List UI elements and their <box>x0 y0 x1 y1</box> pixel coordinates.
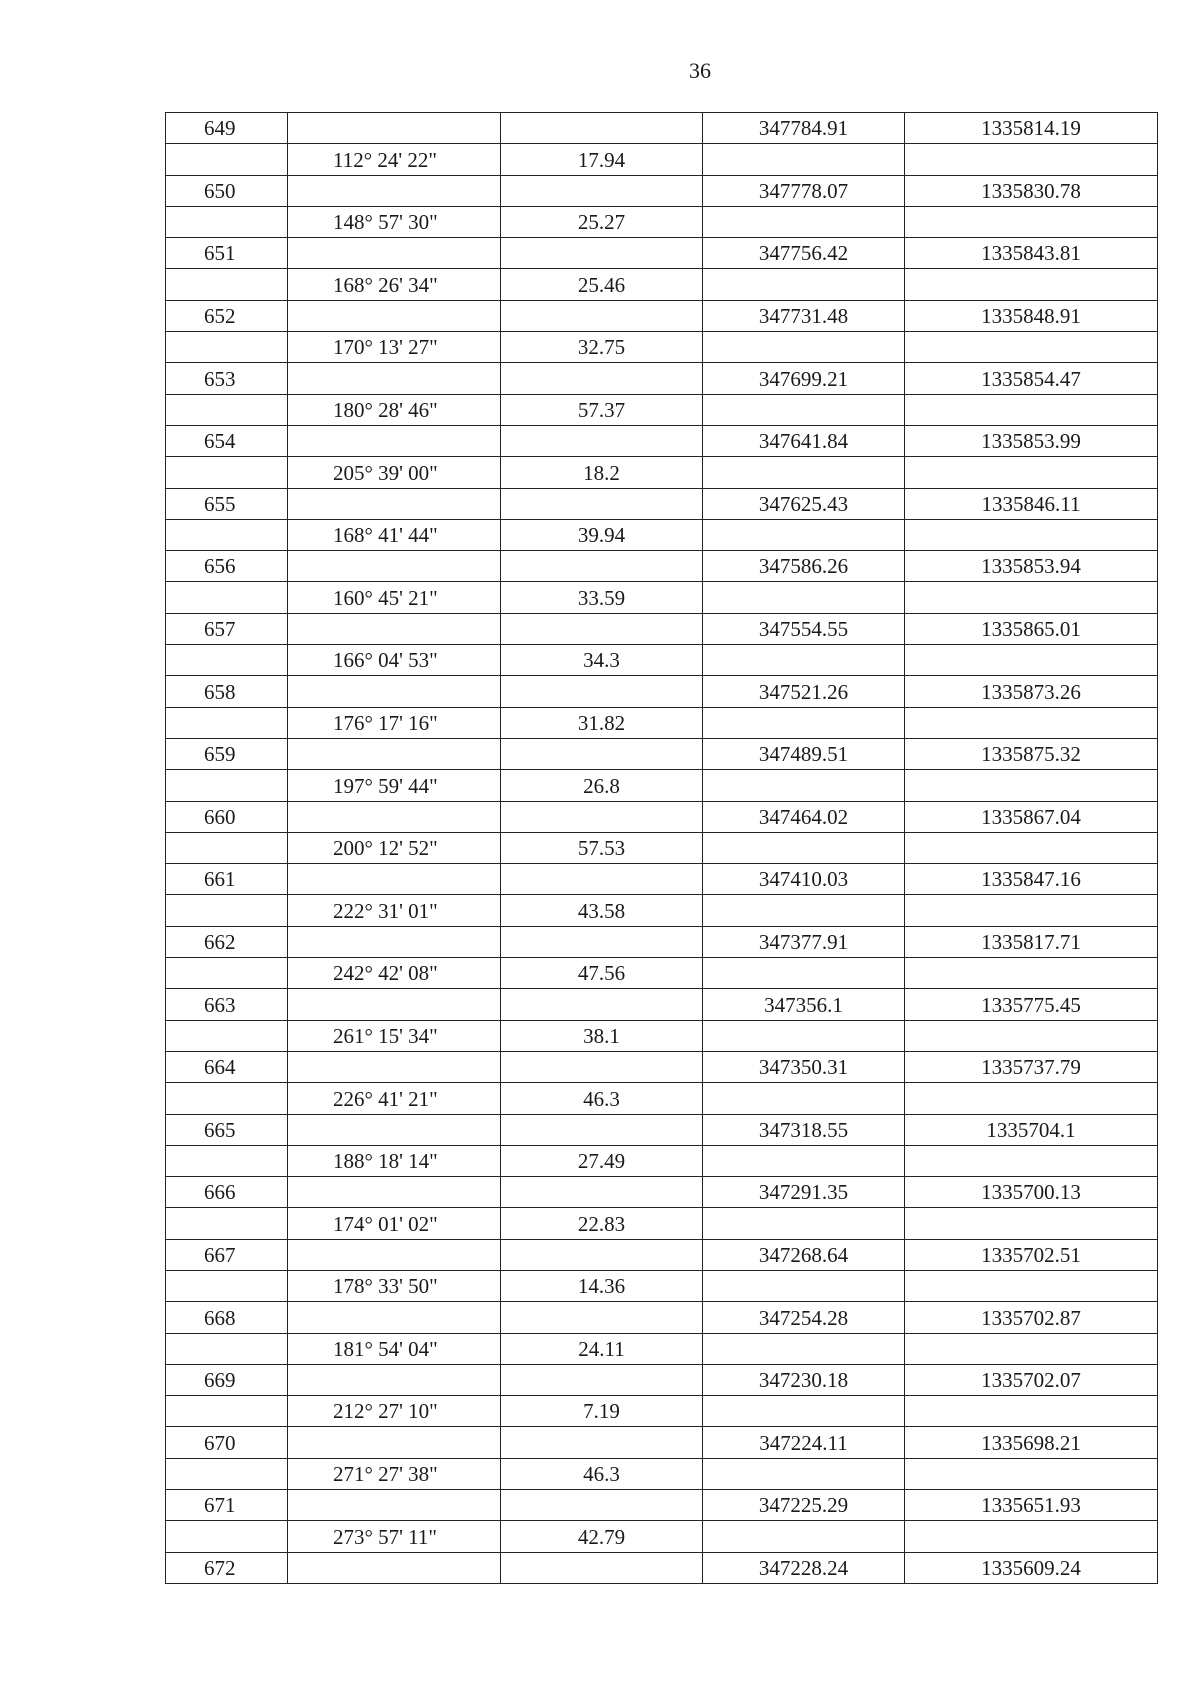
bearing-cell <box>288 1051 501 1082</box>
northing-cell: 1335775.45 <box>905 989 1158 1020</box>
point-id-cell <box>166 269 288 300</box>
northing-cell: 1335846.11 <box>905 488 1158 519</box>
distance-cell: 24.11 <box>501 1333 703 1364</box>
northing-cell: 1335867.04 <box>905 801 1158 832</box>
point-row <box>166 989 1158 1020</box>
northing-cell <box>905 1020 1158 1051</box>
easting-cell: 347554.55 <box>703 613 905 644</box>
bearing-cell <box>288 676 501 707</box>
distance-cell: 22.83 <box>501 1208 703 1239</box>
point-id-cell: 668 <box>166 1302 288 1333</box>
distance-cell: 27.49 <box>501 1145 703 1176</box>
segment-row <box>166 895 1158 926</box>
segment-row <box>166 1083 1158 1114</box>
segment-row <box>166 269 1158 300</box>
bearing-cell: 197° 59' 44" <box>288 770 501 801</box>
point-row <box>166 801 1158 832</box>
distance-cell: 46.3 <box>501 1083 703 1114</box>
bearing-cell: 200° 12' 52" <box>288 832 501 863</box>
northing-cell <box>905 832 1158 863</box>
easting-cell: 347377.91 <box>703 926 905 957</box>
point-row <box>166 113 1158 144</box>
point-id-cell: 670 <box>166 1427 288 1458</box>
point-row <box>166 425 1158 456</box>
point-id-cell <box>166 707 288 738</box>
segment-row <box>166 332 1158 363</box>
point-row <box>166 1427 1158 1458</box>
point-id-cell: 652 <box>166 300 288 331</box>
point-id-cell <box>166 770 288 801</box>
northing-cell <box>905 770 1158 801</box>
easting-cell: 347225.29 <box>703 1490 905 1521</box>
distance-cell: 18.2 <box>501 457 703 488</box>
point-id-cell <box>166 1333 288 1364</box>
segment-row <box>166 645 1158 676</box>
northing-cell: 1335853.94 <box>905 551 1158 582</box>
northing-cell <box>905 269 1158 300</box>
northing-cell <box>905 1083 1158 1114</box>
northing-cell <box>905 206 1158 237</box>
bearing-cell <box>288 551 501 582</box>
easting-cell <box>703 1020 905 1051</box>
point-id-cell <box>166 144 288 175</box>
bearing-cell: 212° 27' 10" <box>288 1396 501 1427</box>
northing-cell <box>905 394 1158 425</box>
bearing-cell <box>288 363 501 394</box>
distance-cell <box>501 1239 703 1270</box>
bearing-cell <box>288 1114 501 1145</box>
northing-cell <box>905 457 1158 488</box>
bearing-cell: 176° 17' 16" <box>288 707 501 738</box>
point-row <box>166 300 1158 331</box>
easting-cell: 347521.26 <box>703 676 905 707</box>
segment-row <box>166 1396 1158 1427</box>
northing-cell <box>905 1333 1158 1364</box>
bearing-cell: 226° 41' 21" <box>288 1083 501 1114</box>
point-id-cell <box>166 832 288 863</box>
easting-cell: 347756.42 <box>703 238 905 269</box>
point-id-cell: 656 <box>166 551 288 582</box>
distance-cell: 34.3 <box>501 645 703 676</box>
segment-row <box>166 832 1158 863</box>
point-id-cell <box>166 332 288 363</box>
easting-cell: 347778.07 <box>703 175 905 206</box>
bearing-cell <box>288 738 501 769</box>
point-row <box>166 551 1158 582</box>
distance-cell <box>501 488 703 519</box>
easting-cell: 347641.84 <box>703 425 905 456</box>
northing-cell: 1335843.81 <box>905 238 1158 269</box>
point-id-cell: 664 <box>166 1051 288 1082</box>
distance-cell: 57.37 <box>501 394 703 425</box>
distance-cell <box>501 738 703 769</box>
bearing-cell: 181° 54' 04" <box>288 1333 501 1364</box>
distance-cell: 17.94 <box>501 144 703 175</box>
point-id-cell <box>166 582 288 613</box>
segment-row <box>166 1208 1158 1239</box>
bearing-cell <box>288 300 501 331</box>
segment-row <box>166 1333 1158 1364</box>
segment-row <box>166 1270 1158 1301</box>
bearing-cell: 188° 18' 14" <box>288 1145 501 1176</box>
bearing-cell: 222° 31' 01" <box>288 895 501 926</box>
segment-row <box>166 1145 1158 1176</box>
northing-cell <box>905 1270 1158 1301</box>
point-row <box>166 864 1158 895</box>
easting-cell: 347699.21 <box>703 363 905 394</box>
point-id-cell <box>166 1208 288 1239</box>
northing-cell: 1335847.16 <box>905 864 1158 895</box>
distance-cell <box>501 989 703 1020</box>
distance-cell: 38.1 <box>501 1020 703 1051</box>
distance-cell: 42.79 <box>501 1521 703 1552</box>
distance-cell: 43.58 <box>501 895 703 926</box>
distance-cell: 7.19 <box>501 1396 703 1427</box>
easting-cell: 347228.24 <box>703 1552 905 1583</box>
northing-cell: 1335848.91 <box>905 300 1158 331</box>
point-row <box>166 175 1158 206</box>
distance-cell: 57.53 <box>501 832 703 863</box>
point-id-cell: 659 <box>166 738 288 769</box>
point-id-cell: 654 <box>166 425 288 456</box>
distance-cell: 31.82 <box>501 707 703 738</box>
easting-cell <box>703 206 905 237</box>
point-row <box>166 613 1158 644</box>
northing-cell <box>905 895 1158 926</box>
distance-cell <box>501 676 703 707</box>
easting-cell <box>703 1458 905 1489</box>
segment-row <box>166 707 1158 738</box>
distance-cell <box>501 1177 703 1208</box>
point-row <box>166 1490 1158 1521</box>
easting-cell: 347224.11 <box>703 1427 905 1458</box>
easting-cell <box>703 645 905 676</box>
bearing-cell: 174° 01' 02" <box>288 1208 501 1239</box>
point-id-cell <box>166 394 288 425</box>
distance-cell: 26.8 <box>501 770 703 801</box>
segment-row <box>166 144 1158 175</box>
point-row <box>166 926 1158 957</box>
survey-coordinate-table <box>165 112 1158 1584</box>
point-row <box>166 1114 1158 1145</box>
distance-cell <box>501 363 703 394</box>
segment-row <box>166 519 1158 550</box>
northing-cell: 1335854.47 <box>905 363 1158 394</box>
distance-cell <box>501 1490 703 1521</box>
bearing-cell: 261° 15' 34" <box>288 1020 501 1051</box>
distance-cell <box>501 300 703 331</box>
easting-cell <box>703 958 905 989</box>
bearing-cell: 166° 04' 53" <box>288 645 501 676</box>
point-row <box>166 363 1158 394</box>
easting-cell <box>703 770 905 801</box>
easting-cell: 347356.1 <box>703 989 905 1020</box>
northing-cell <box>905 645 1158 676</box>
northing-cell <box>905 144 1158 175</box>
point-id-cell: 669 <box>166 1364 288 1395</box>
point-id-cell: 658 <box>166 676 288 707</box>
northing-cell: 1335737.79 <box>905 1051 1158 1082</box>
distance-cell <box>501 1051 703 1082</box>
northing-cell: 1335700.13 <box>905 1177 1158 1208</box>
distance-cell: 39.94 <box>501 519 703 550</box>
point-id-cell: 651 <box>166 238 288 269</box>
segment-row <box>166 1458 1158 1489</box>
bearing-cell: 170° 13' 27" <box>288 332 501 363</box>
easting-cell <box>703 1083 905 1114</box>
point-id-cell <box>166 1270 288 1301</box>
distance-cell <box>501 175 703 206</box>
easting-cell <box>703 1333 905 1364</box>
easting-cell <box>703 457 905 488</box>
bearing-cell <box>288 864 501 895</box>
point-id-cell: 649 <box>166 113 288 144</box>
easting-cell <box>703 144 905 175</box>
point-row <box>166 1302 1158 1333</box>
point-row <box>166 1177 1158 1208</box>
easting-cell: 347784.91 <box>703 113 905 144</box>
northing-cell <box>905 958 1158 989</box>
point-row <box>166 1364 1158 1395</box>
northing-cell: 1335698.21 <box>905 1427 1158 1458</box>
distance-cell <box>501 425 703 456</box>
distance-cell <box>501 1552 703 1583</box>
point-id-cell: 662 <box>166 926 288 957</box>
easting-cell: 347464.02 <box>703 801 905 832</box>
distance-cell <box>501 1427 703 1458</box>
distance-cell: 47.56 <box>501 958 703 989</box>
point-id-cell <box>166 1396 288 1427</box>
point-id-cell <box>166 645 288 676</box>
segment-row <box>166 1020 1158 1051</box>
bearing-cell: 271° 27' 38" <box>288 1458 501 1489</box>
northing-cell: 1335651.93 <box>905 1490 1158 1521</box>
distance-cell: 46.3 <box>501 1458 703 1489</box>
bearing-cell: 160° 45' 21" <box>288 582 501 613</box>
bearing-cell <box>288 113 501 144</box>
distance-cell: 25.46 <box>501 269 703 300</box>
northing-cell <box>905 582 1158 613</box>
bearing-cell <box>288 613 501 644</box>
easting-cell: 347230.18 <box>703 1364 905 1395</box>
easting-cell: 347731.48 <box>703 300 905 331</box>
easting-cell <box>703 332 905 363</box>
point-id-cell: 657 <box>166 613 288 644</box>
segment-row <box>166 582 1158 613</box>
easting-cell: 347625.43 <box>703 488 905 519</box>
bearing-cell <box>288 926 501 957</box>
point-id-cell: 667 <box>166 1239 288 1270</box>
point-id-cell: 671 <box>166 1490 288 1521</box>
easting-cell <box>703 1208 905 1239</box>
distance-cell <box>501 801 703 832</box>
northing-cell: 1335814.19 <box>905 113 1158 144</box>
easting-cell: 347586.26 <box>703 551 905 582</box>
point-row <box>166 738 1158 769</box>
northing-cell: 1335702.07 <box>905 1364 1158 1395</box>
distance-cell <box>501 1364 703 1395</box>
point-id-cell <box>166 1458 288 1489</box>
point-row <box>166 1051 1158 1082</box>
point-id-cell <box>166 1145 288 1176</box>
point-id-cell: 661 <box>166 864 288 895</box>
northing-cell <box>905 1145 1158 1176</box>
bearing-cell <box>288 1490 501 1521</box>
easting-cell: 347410.03 <box>703 864 905 895</box>
bearing-cell <box>288 238 501 269</box>
northing-cell <box>905 332 1158 363</box>
distance-cell <box>501 613 703 644</box>
northing-cell: 1335702.51 <box>905 1239 1158 1270</box>
easting-cell: 347291.35 <box>703 1177 905 1208</box>
bearing-cell <box>288 1552 501 1583</box>
point-id-cell <box>166 519 288 550</box>
easting-cell <box>703 1396 905 1427</box>
point-row <box>166 238 1158 269</box>
bearing-cell: 112° 24' 22" <box>288 144 501 175</box>
bearing-cell <box>288 175 501 206</box>
point-row <box>166 676 1158 707</box>
point-id-cell <box>166 457 288 488</box>
point-id-cell: 660 <box>166 801 288 832</box>
point-id-cell: 655 <box>166 488 288 519</box>
point-row <box>166 1552 1158 1583</box>
bearing-cell <box>288 801 501 832</box>
segment-row <box>166 770 1158 801</box>
bearing-cell: 148° 57' 30" <box>288 206 501 237</box>
point-id-cell <box>166 1020 288 1051</box>
easting-cell <box>703 832 905 863</box>
point-id-cell <box>166 1521 288 1552</box>
distance-cell: 14.36 <box>501 1270 703 1301</box>
easting-cell <box>703 1270 905 1301</box>
segment-row <box>166 457 1158 488</box>
easting-cell <box>703 1521 905 1552</box>
distance-cell <box>501 864 703 895</box>
distance-cell <box>501 238 703 269</box>
easting-cell: 347350.31 <box>703 1051 905 1082</box>
easting-cell <box>703 269 905 300</box>
northing-cell: 1335853.99 <box>905 425 1158 456</box>
distance-cell <box>501 1302 703 1333</box>
northing-cell: 1335702.87 <box>905 1302 1158 1333</box>
easting-cell: 347254.28 <box>703 1302 905 1333</box>
distance-cell <box>501 1114 703 1145</box>
northing-cell <box>905 519 1158 550</box>
segment-row <box>166 958 1158 989</box>
point-id-cell: 665 <box>166 1114 288 1145</box>
northing-cell <box>905 1521 1158 1552</box>
bearing-cell: 178° 33' 50" <box>288 1270 501 1301</box>
easting-cell <box>703 582 905 613</box>
northing-cell: 1335865.01 <box>905 613 1158 644</box>
distance-cell <box>501 551 703 582</box>
bearing-cell <box>288 425 501 456</box>
point-row <box>166 488 1158 519</box>
bearing-cell <box>288 1177 501 1208</box>
easting-cell <box>703 519 905 550</box>
northing-cell: 1335609.24 <box>905 1552 1158 1583</box>
distance-cell: 25.27 <box>501 206 703 237</box>
distance-cell <box>501 113 703 144</box>
point-id-cell <box>166 206 288 237</box>
bearing-cell <box>288 1302 501 1333</box>
point-id-cell <box>166 958 288 989</box>
easting-cell: 347268.64 <box>703 1239 905 1270</box>
northing-cell <box>905 1458 1158 1489</box>
northing-cell: 1335830.78 <box>905 175 1158 206</box>
distance-cell: 32.75 <box>501 332 703 363</box>
easting-cell <box>703 1145 905 1176</box>
easting-cell <box>703 394 905 425</box>
distance-cell: 33.59 <box>501 582 703 613</box>
bearing-cell <box>288 1239 501 1270</box>
easting-cell <box>703 895 905 926</box>
point-id-cell: 650 <box>166 175 288 206</box>
bearing-cell <box>288 1427 501 1458</box>
northing-cell <box>905 1208 1158 1239</box>
segment-row <box>166 394 1158 425</box>
northing-cell <box>905 707 1158 738</box>
bearing-cell: 168° 41' 44" <box>288 519 501 550</box>
point-id-cell <box>166 895 288 926</box>
northing-cell <box>905 1396 1158 1427</box>
point-id-cell: 653 <box>166 363 288 394</box>
point-id-cell <box>166 1083 288 1114</box>
point-id-cell: 663 <box>166 989 288 1020</box>
point-row <box>166 1239 1158 1270</box>
segment-row <box>166 206 1158 237</box>
table-body <box>166 113 1158 1584</box>
point-id-cell: 672 <box>166 1552 288 1583</box>
point-id-cell: 666 <box>166 1177 288 1208</box>
page-number: 36 <box>689 58 711 83</box>
bearing-cell: 205° 39' 00" <box>288 457 501 488</box>
easting-cell: 347489.51 <box>703 738 905 769</box>
northing-cell: 1335875.32 <box>905 738 1158 769</box>
bearing-cell: 168° 26' 34" <box>288 269 501 300</box>
segment-row <box>166 1521 1158 1552</box>
bearing-cell <box>288 1364 501 1395</box>
easting-cell: 347318.55 <box>703 1114 905 1145</box>
bearing-cell: 273° 57' 11" <box>288 1521 501 1552</box>
northing-cell: 1335704.1 <box>905 1114 1158 1145</box>
bearing-cell: 180° 28' 46" <box>288 394 501 425</box>
distance-cell <box>501 926 703 957</box>
easting-cell <box>703 707 905 738</box>
bearing-cell: 242° 42' 08" <box>288 958 501 989</box>
bearing-cell <box>288 488 501 519</box>
bearing-cell <box>288 989 501 1020</box>
northing-cell: 1335873.26 <box>905 676 1158 707</box>
northing-cell: 1335817.71 <box>905 926 1158 957</box>
